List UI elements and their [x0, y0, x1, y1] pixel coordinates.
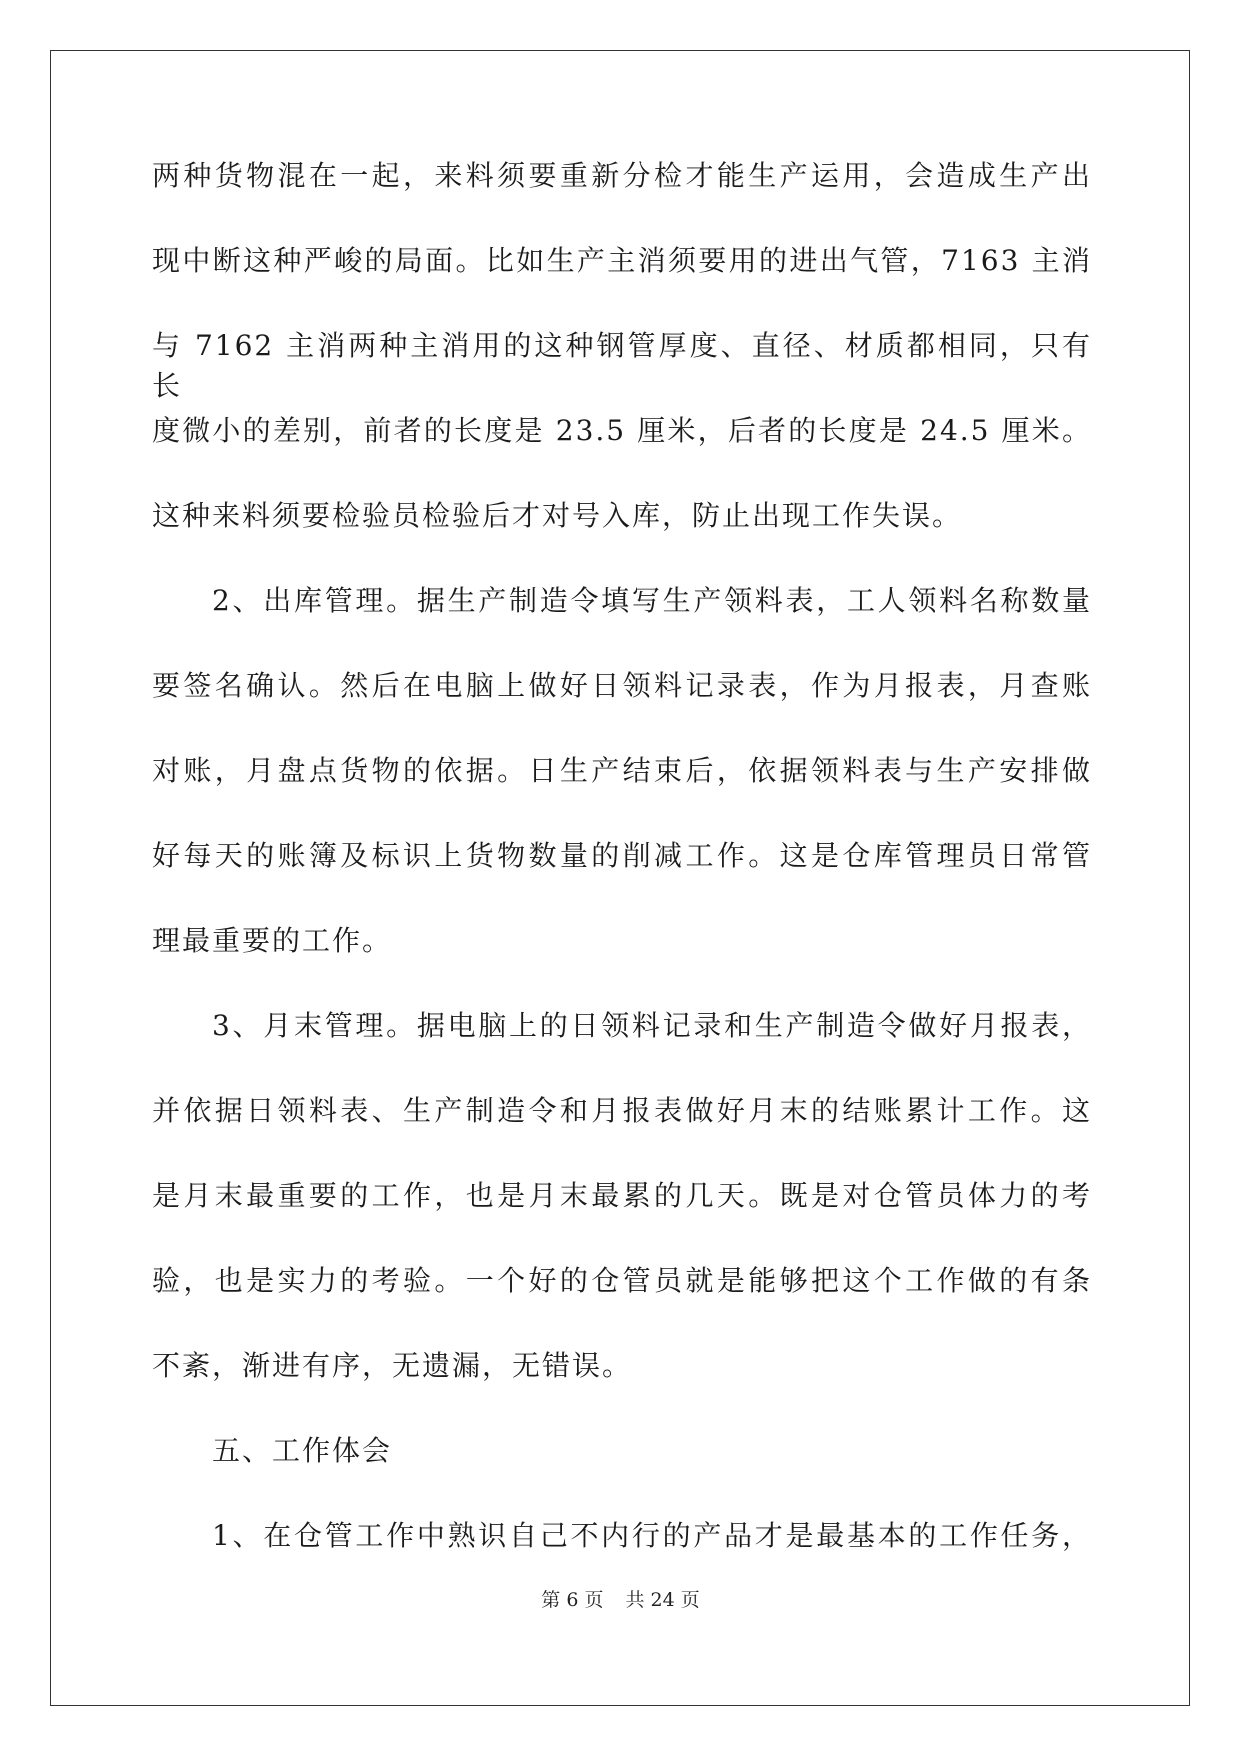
- text-line: 理最重要的工作。: [152, 924, 393, 957]
- text-line: 对账，月盘点货物的依据。日生产结束后，依据领料表与生产安排做: [152, 754, 1092, 787]
- text-line: 验，也是实力的考验。一个好的仓管员就是能够把这个工作做的有条: [152, 1264, 1092, 1297]
- paragraph-start-outbound-management: 2、出库管理。据生产制造令填写生产领料表，工人领料名称数量: [212, 584, 1092, 617]
- text-line: 并依据日领料表、生产制造令和月报表做好月末的结账累计工作。这: [152, 1094, 1092, 1127]
- paragraph-start-month-end-management: 3、月末管理。据电脑上的日领料记录和生产制造令做好月报表，: [212, 1009, 1092, 1042]
- section-heading: 五、工作体会: [212, 1434, 393, 1467]
- text-line: 要签名确认。然后在电脑上做好日领料记录表，作为月报表，月查账: [152, 669, 1092, 702]
- page-number-total: 共 24 页: [625, 1589, 700, 1611]
- text-line: 是月末最重要的工作，也是月末最累的几天。既是对仓管员体力的考: [152, 1179, 1092, 1212]
- paragraph-start-work-experience: 1、在仓管工作中熟识自己不内行的产品才是最基本的工作任务，: [212, 1519, 1092, 1552]
- text-line: 度微小的差别，前者的长度是 23.5 厘米，后者的长度是 24.5 厘米。: [152, 414, 1092, 447]
- page-footer: [0, 1585, 1241, 1612]
- text-line: 好每天的账簿及标识上货物数量的削减工作。这是仓库管理员日常管: [152, 839, 1092, 872]
- document-body: [152, 156, 1092, 1601]
- text-line: 两种货物混在一起，来料须要重新分检才能生产运用，会造成生产出: [152, 159, 1092, 192]
- text-line: 不紊，渐进有序，无遗漏，无错误。: [152, 1349, 633, 1382]
- page-number-current: 第 6 页: [541, 1589, 604, 1611]
- text-line: 这种来料须要检验员检验后才对号入库，防止出现工作失误。: [152, 499, 963, 532]
- text-line: 现中断这种严峻的局面。比如生产主消须要用的进出气管，7163 主消: [152, 244, 1092, 277]
- text-line: 与 7162 主消两种主消用的这种钢管厚度、直径、材质都相同，只有长: [152, 329, 1092, 402]
